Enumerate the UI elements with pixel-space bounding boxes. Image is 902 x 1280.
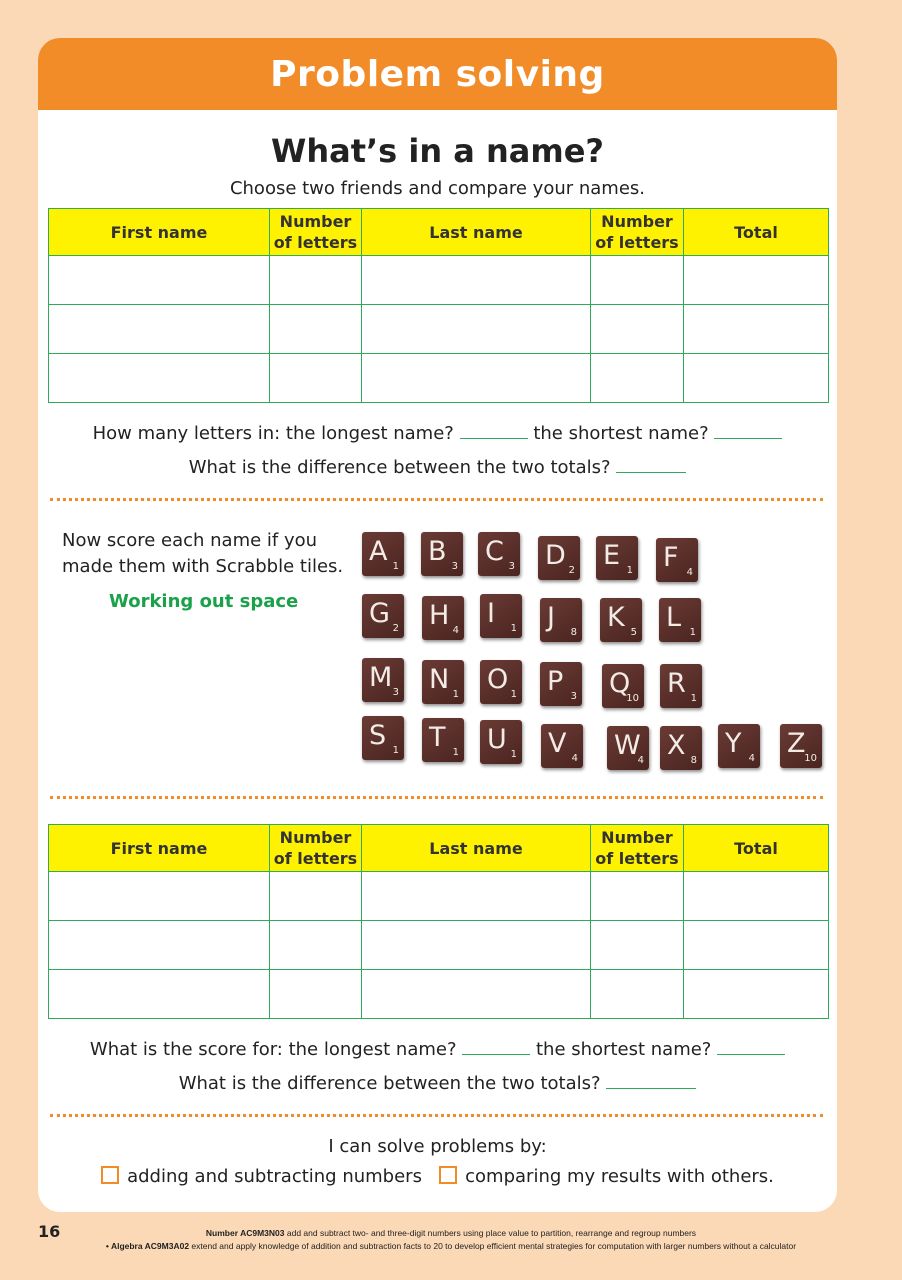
scrabble-tile-b: [421, 532, 463, 576]
tile-letter: N: [429, 664, 450, 695]
table-cell[interactable]: [49, 872, 270, 921]
table-cell[interactable]: [270, 354, 362, 403]
question-score: [38, 1036, 837, 1060]
scrabble-tile-v: [541, 724, 583, 768]
tile-value: 1: [510, 689, 517, 700]
question-score-difference: [38, 1070, 837, 1094]
tile-letter: M: [369, 662, 393, 693]
tile-value: 2: [392, 623, 399, 634]
tile-value: 4: [637, 755, 644, 766]
tile-value: 4: [748, 753, 755, 764]
table-row: [49, 872, 829, 921]
scrabble-tile-r: [660, 664, 702, 708]
question-text: What is the difference between the two totals?: [188, 457, 611, 478]
question-letters: [38, 420, 837, 444]
tile-letter: O: [487, 664, 509, 695]
scrabble-tile-e: [596, 536, 638, 580]
table-cell[interactable]: [270, 872, 362, 921]
table-cell[interactable]: [270, 305, 362, 354]
table-cell[interactable]: [591, 921, 684, 970]
table-cell[interactable]: [270, 921, 362, 970]
tile-letter: L: [666, 602, 682, 633]
curriculum-description: extend and apply knowledge of addition and subtraction facts to 20 to develop efficient mental strategies for computation with larger numbers without a calculator: [191, 1241, 797, 1251]
table-cell[interactable]: [49, 256, 270, 305]
tile-letter: G: [369, 598, 390, 629]
tile-value: 8: [570, 627, 577, 638]
table-cell[interactable]: [362, 354, 591, 403]
tile-letter: R: [667, 668, 686, 699]
tile-value: 10: [626, 693, 639, 704]
table-row: [49, 354, 829, 403]
header-last-name: Last name: [362, 209, 591, 256]
activity-title: What’s in a name?: [271, 132, 604, 170]
scrabble-tile-z: [780, 724, 822, 768]
curriculum-code: Number AC9M3N03: [205, 1228, 285, 1238]
table-row: [49, 305, 829, 354]
tile-value: 1: [510, 749, 517, 760]
table-row: [49, 921, 829, 970]
tile-value: 4: [686, 567, 693, 578]
tile-letter: S: [369, 720, 387, 751]
scrabble-tile-j: [540, 598, 582, 642]
tile-value: 1: [689, 627, 696, 638]
header-total: Total: [684, 825, 829, 872]
table-cell[interactable]: [362, 970, 591, 1019]
tile-value: 5: [630, 627, 637, 638]
tile-letter: A: [369, 536, 388, 567]
tile-letter: I: [487, 598, 495, 629]
header-total: Total: [684, 209, 829, 256]
self-assessment-heading: I can solve problems by:: [328, 1136, 547, 1157]
tile-letter: Y: [725, 728, 742, 759]
answer-blank[interactable]: [714, 420, 782, 439]
self-assessment-items: [38, 1166, 837, 1187]
scrabble-tile-s: [362, 716, 404, 760]
scrabble-tile-w: [607, 726, 649, 770]
tile-value: 3: [508, 561, 515, 572]
dotted-divider: [50, 1114, 823, 1117]
dotted-divider: [50, 498, 823, 501]
scrabble-tile-c: [478, 532, 520, 576]
scrabble-tile-o: [480, 660, 522, 704]
table-cell[interactable]: [684, 872, 829, 921]
tile-letter: D: [545, 540, 566, 571]
header-number-of-letters: Number of letters: [591, 825, 684, 872]
header-banner: [38, 38, 837, 110]
question-text: the shortest name?: [536, 1039, 712, 1060]
tile-letter: J: [547, 602, 555, 633]
scrabble-tile-a: [362, 532, 404, 576]
header-first-name: First name: [49, 209, 270, 256]
header-number-of-letters: Number of letters: [591, 209, 684, 256]
answer-blank[interactable]: [460, 420, 528, 439]
tile-value: 3: [570, 691, 577, 702]
table-cell[interactable]: [591, 305, 684, 354]
tile-value: 4: [571, 753, 578, 764]
tile-value: 10: [804, 753, 817, 764]
tile-letter: P: [547, 666, 564, 697]
header-number-of-letters: Number of letters: [270, 825, 362, 872]
tile-letter: V: [548, 728, 567, 759]
table-cell[interactable]: [684, 305, 829, 354]
tile-letter: B: [428, 536, 447, 567]
table-cell[interactable]: [49, 921, 270, 970]
page-number: 16: [38, 1222, 61, 1241]
answer-blank[interactable]: [606, 1070, 696, 1089]
question-text: the shortest name?: [533, 423, 709, 444]
table-cell[interactable]: [591, 354, 684, 403]
tile-letter: H: [429, 600, 450, 631]
checkbox[interactable]: [101, 1166, 119, 1184]
table-cell[interactable]: [591, 970, 684, 1019]
scrabble-tile-y: [718, 724, 760, 768]
page-title: Problem solving: [270, 53, 605, 95]
table-cell[interactable]: [684, 970, 829, 1019]
tile-letter: X: [667, 730, 686, 761]
activity-instruction: Choose two friends and compare your names.: [229, 178, 646, 199]
scrabble-tile-h: [422, 596, 464, 640]
tile-value: 1: [392, 745, 399, 756]
tile-value: 8: [690, 755, 697, 766]
scrabble-tile-m: [362, 658, 404, 702]
scrabble-instruction: Now score each name if you made them with Scrabble tiles.: [62, 530, 344, 577]
tile-letter: F: [663, 542, 679, 573]
scrabble-tile-i: [480, 594, 522, 638]
table-cell[interactable]: [684, 256, 829, 305]
tile-letter: W: [614, 730, 641, 761]
tile-value: 1: [510, 623, 517, 634]
dotted-divider: [50, 796, 823, 799]
scrabble-tile-q: [602, 664, 644, 708]
header-last-name: Last name: [362, 825, 591, 872]
tile-value: 1: [452, 747, 459, 758]
tile-letter: C: [485, 536, 504, 567]
question-difference: [38, 454, 837, 478]
curriculum-line-1: [0, 1228, 902, 1238]
table-cell[interactable]: [270, 256, 362, 305]
scrabble-tile-u: [480, 720, 522, 764]
answer-blank[interactable]: [717, 1036, 785, 1055]
scrabble-tile-p: [540, 662, 582, 706]
table-cell[interactable]: [684, 921, 829, 970]
table-cell[interactable]: [270, 970, 362, 1019]
tile-letter: Z: [787, 728, 806, 759]
header-number-of-letters: Number of letters: [270, 209, 362, 256]
names-table: [48, 208, 829, 403]
question-text: How many letters in: the longest name?: [92, 423, 454, 444]
scrabble-tile-g: [362, 594, 404, 638]
tile-value: 1: [452, 689, 459, 700]
tile-letter: U: [487, 724, 507, 755]
table-cell[interactable]: [49, 305, 270, 354]
scrabble-tile-f: [656, 538, 698, 582]
working-out-label: Working out space: [109, 591, 299, 612]
tile-letter: Q: [609, 668, 631, 699]
scrabble-tile-l: [659, 598, 701, 642]
tile-letter: E: [603, 540, 621, 571]
table-cell[interactable]: [362, 256, 591, 305]
table-cell[interactable]: [684, 354, 829, 403]
table-cell[interactable]: [362, 872, 591, 921]
question-text: What is the score for: the longest name?: [89, 1039, 457, 1060]
table-row: [49, 970, 829, 1019]
scrabble-tile-n: [422, 660, 464, 704]
header-first-name: First name: [49, 825, 270, 872]
scrabble-tile-x: [660, 726, 702, 770]
scrabble-tile-k: [600, 598, 642, 642]
tile-value: 1: [690, 693, 697, 704]
tile-value: 1: [392, 561, 399, 572]
table-row: [49, 256, 829, 305]
tile-letter: K: [607, 602, 625, 633]
table-cell[interactable]: [591, 256, 684, 305]
tile-letter: T: [429, 722, 446, 753]
question-text: What is the difference between the two totals?: [178, 1073, 601, 1094]
tile-value: 3: [451, 561, 458, 572]
curriculum-description: add and subtract two- and three-digit numbers using place value to partition, rearrange and regroup numbers: [286, 1228, 697, 1238]
tile-value: 1: [626, 565, 633, 576]
scores-table: [48, 824, 829, 1019]
answer-blank[interactable]: [462, 1036, 530, 1055]
table-cell[interactable]: [362, 305, 591, 354]
worksheet-card: [38, 38, 837, 1212]
tile-value: 2: [568, 565, 575, 576]
tile-value: 3: [392, 687, 399, 698]
curriculum-line-2: [0, 1241, 902, 1251]
tile-value: 4: [452, 625, 459, 636]
checkbox[interactable]: [439, 1166, 457, 1184]
scrabble-tile-t: [422, 718, 464, 762]
curriculum-code: • Algebra AC9M3A02: [105, 1241, 190, 1251]
self-assessment-item: comparing my results with others.: [465, 1166, 774, 1187]
table-cell[interactable]: [591, 872, 684, 921]
table-cell[interactable]: [362, 921, 591, 970]
answer-blank[interactable]: [616, 454, 686, 473]
scrabble-tile-d: [538, 536, 580, 580]
self-assessment-item: adding and subtracting numbers: [127, 1166, 422, 1187]
table-cell[interactable]: [49, 970, 270, 1019]
table-cell[interactable]: [49, 354, 270, 403]
